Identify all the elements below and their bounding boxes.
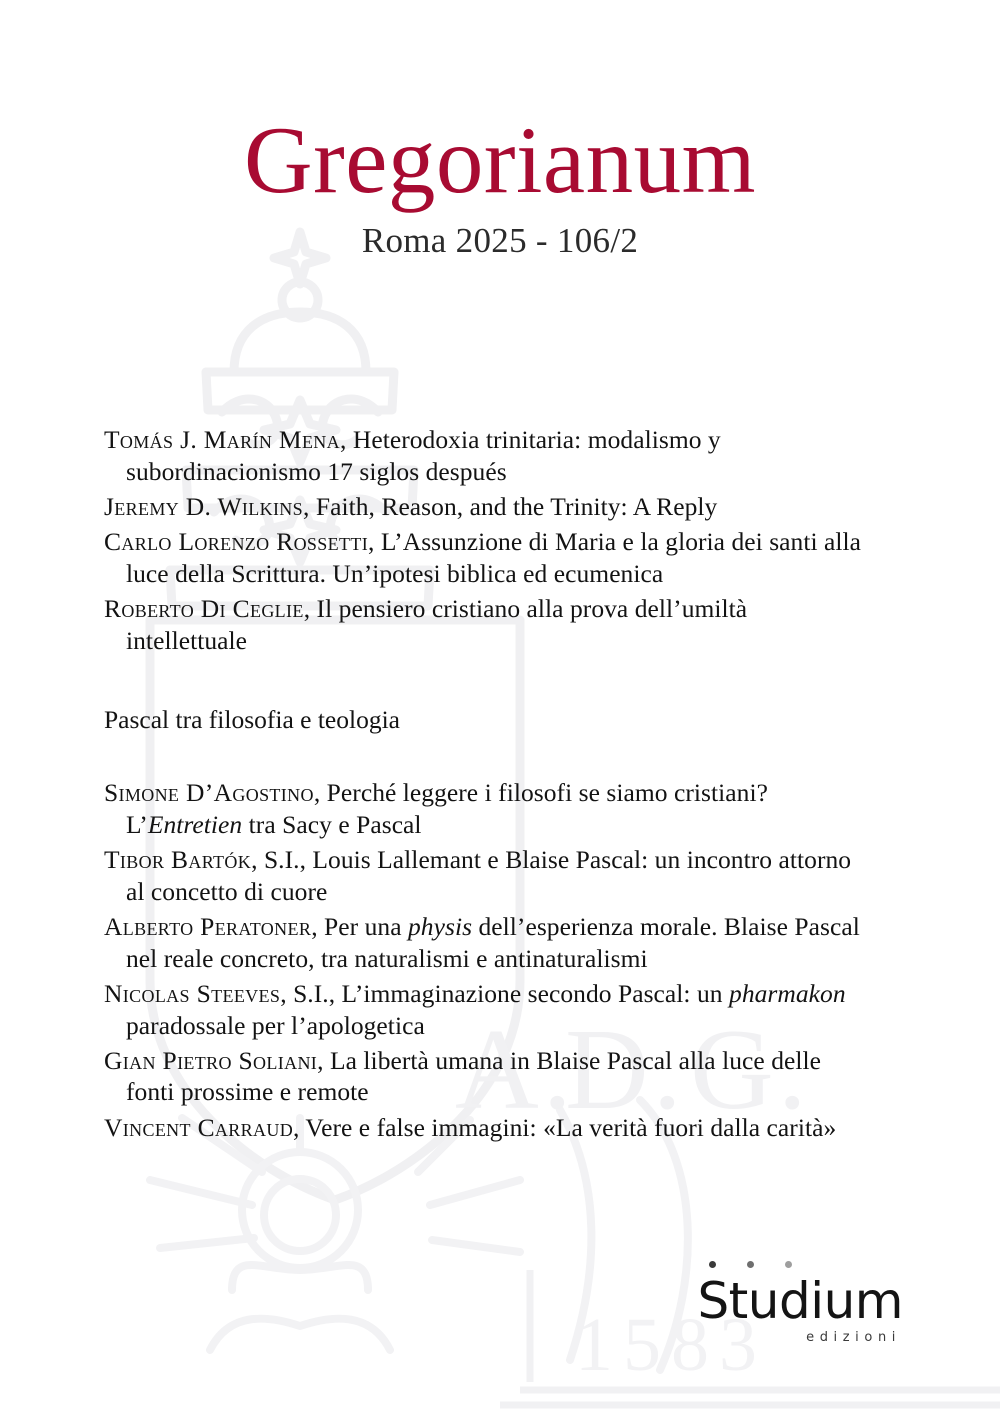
svg-text:G.: G. (690, 1006, 811, 1134)
toc-entry[interactable] (104, 1112, 864, 1144)
toc-entry-title-italic: physis (408, 911, 473, 941)
toc-entry[interactable] (104, 593, 864, 656)
toc-entry-title: , S.I., L’immaginazione secondo Pascal: un (280, 978, 730, 1008)
toc-entry-title: , Perché leggere i filosofi se siamo cristiani? L’ (126, 777, 768, 839)
toc-entry-title: , L’Assunzione di Maria e la gloria dei santi alla luce della Scrittura. Un’ipotesi biblica ed ecumenica (126, 527, 862, 588)
toc-entry-author: Alberto Peratoner (104, 911, 312, 941)
toc-entry-title-italic: pharmakon (729, 978, 846, 1008)
toc-spacer-after-section (104, 736, 864, 777)
toc-entry-author: Gian Pietro Soliani (104, 1045, 318, 1075)
toc-entry-author: Roberto Di Ceglie (104, 594, 304, 624)
toc-entry[interactable] (104, 844, 864, 907)
toc-entry-author: Simone D’Agostino (104, 777, 314, 807)
publisher-subtitle: edizioni (806, 1330, 901, 1345)
toc-entry-title: , Vere e false immagini: «La verità fuori dalla carità» (293, 1112, 837, 1142)
toc-entry[interactable] (104, 777, 864, 840)
toc-entry-author: Nicolas Steeves (104, 978, 281, 1008)
publisher-dot (785, 1261, 792, 1268)
toc-entry-title: , Il pensiero cristiano alla prova dell’umiltà intellettuale (126, 594, 748, 655)
toc-entry-author: Tomás J. Marín Mena (104, 425, 341, 454)
svg-text:D.: D. (565, 1006, 686, 1134)
toc-entry-title: , La libertà umana in Blaise Pascal alla luce delle fonti prossime e remote (126, 1045, 822, 1107)
toc-entry[interactable] (104, 526, 864, 589)
svg-text:1583: 1583 (575, 1303, 767, 1387)
toc-entry-title: , Faith, Reason, and the Trinity: A Reply (303, 491, 718, 521)
publisher-dot (747, 1261, 754, 1268)
toc-group-pascal (104, 777, 864, 1144)
toc-entry-title: , S.I., Louis Lallemant e Blaise Pascal: un incontro attorno al concetto di cuore (126, 844, 852, 906)
table-of-contents (104, 424, 864, 1147)
toc-group-articles (104, 424, 864, 657)
toc-spacer-before-section (104, 660, 864, 704)
svg-text:A.: A. (455, 1006, 576, 1134)
issue-line: Roma 2025 - 106/2 (361, 221, 639, 260)
publisher-name: Studium (697, 1272, 903, 1330)
toc-entry-author: Jeremy D. Wilkins (104, 491, 304, 521)
toc-entry[interactable] (104, 978, 864, 1041)
publisher-dot (709, 1261, 716, 1268)
toc-entry-title: , Heterodoxia trinitaria: modalismo y subordinacionismo 17 siglos después (126, 425, 721, 486)
toc-entry[interactable] (104, 491, 864, 523)
toc-entry-title: paradossale per l’apologetica (126, 1010, 425, 1040)
journal-title: Gregorianum (244, 107, 756, 213)
toc-entry-author: Tibor Bartók (104, 844, 252, 874)
toc-entry-title: dell’esperienza morale. Blaise Pascal nel reale concreto, tra naturalismi e antinaturalismi (126, 911, 860, 973)
toc-entry-title: tra Sacy e Pascal (242, 809, 422, 839)
toc-entry-title-italic: Entretien (147, 809, 243, 839)
toc-entry[interactable] (104, 424, 864, 487)
toc-section-heading: Pascal tra filosofia e teologia (104, 705, 400, 735)
toc-entry[interactable] (104, 911, 864, 974)
toc-entry-author: Carlo Lorenzo Rossetti (104, 527, 369, 557)
toc-entry-author: Vincent Carraud (104, 1112, 294, 1142)
toc-entry[interactable] (104, 1045, 864, 1108)
publisher-logo (697, 1261, 903, 1344)
toc-entry-title: , Per una (311, 911, 408, 941)
